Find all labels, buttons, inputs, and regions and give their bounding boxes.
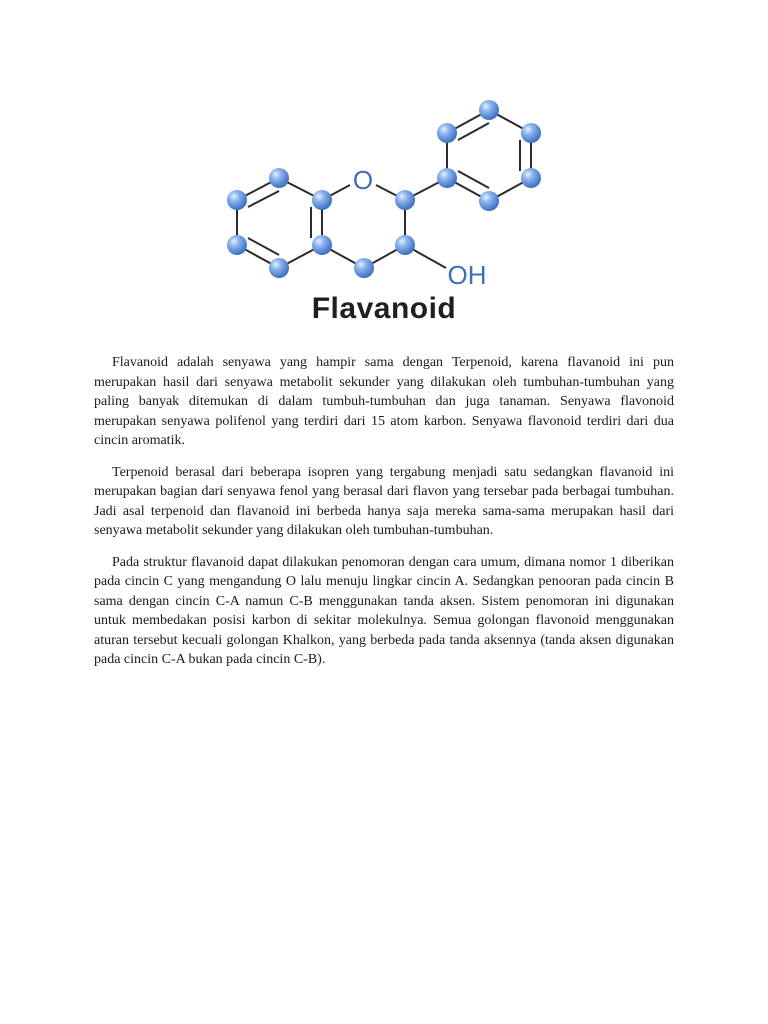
atom <box>312 190 332 210</box>
atom <box>479 191 499 211</box>
flavanoid-structure <box>0 0 768 340</box>
atom <box>479 100 499 120</box>
ring-b-bonds <box>447 110 531 201</box>
paragraph-2: Terpenoid berasal dari beberapa isopren yang tergabung menjadi satu sedangkan flavanoid ini merupakan bagian dari senyawa fenol yang berasal dari flavon yang tersebar pada berbagai tumbuhan. Jadi asal terpenoid dan flavanoid ini berbeda hanya saja mereka sama-sama merupakan hasil dari senyawa metabolit sekunder yang dilakukan oleh tumbuhan-tumbuhan. <box>94 464 674 538</box>
atom <box>395 190 415 210</box>
atom <box>227 190 247 210</box>
hydroxyl-label: OH <box>447 260 487 290</box>
atom <box>354 258 374 278</box>
flavanoid-figure <box>0 0 768 340</box>
atom <box>395 235 415 255</box>
atom <box>269 258 289 278</box>
figure-caption: Flavanoid <box>311 292 457 325</box>
atom <box>521 168 541 188</box>
oxygen-label: O <box>352 165 374 195</box>
paragraph-1: Flavanoid adalah senyawa yang hampir sama dengan Terpenoid, karena flavanoid ini pun merupakan hasil dari senyawa metabolit sekunder yang dilakukan oleh tumbuhan-tumbuhan yang paling banyak ditemukan di dalam tumbuh-tumbuhan dan juga tanaman. Senyawa flavonoid merupakan senyawa polifenol yang terdiri dari 15 atom karbon. Senyawa flavonoid terdiri dari dua cincin aromatik. <box>94 355 674 448</box>
atom <box>227 235 247 255</box>
atom <box>437 168 457 188</box>
atom <box>437 123 457 143</box>
atom <box>312 235 332 255</box>
paragraph-3: Pada struktur flavanoid dapat dilakukan penomoran dengan cara umum, dimana nomor 1 diberikan pada cincin C yang mengandung O lalu menuju lingkar cincin A. Sedangkan penooran pada cincin B sama dengan cincin C-A namun C-B menggunakan tanda aksen. Sistem penomoran ini digunakan untuk membedakan posisi karbon di sekitar molekulnya. Semua golongan flavonoid menggunakan aturan tersebut kecuali golongan Khalkon, yang berbeda pada tanda aksennya (tanda aksen digunakan pada cincin C-A bukan pada cincin C-B). <box>94 554 674 667</box>
ring-a-bonds <box>237 178 322 268</box>
body-text <box>94 353 674 682</box>
atom <box>269 168 289 188</box>
atom <box>521 123 541 143</box>
ring-c-bonds <box>322 178 447 268</box>
